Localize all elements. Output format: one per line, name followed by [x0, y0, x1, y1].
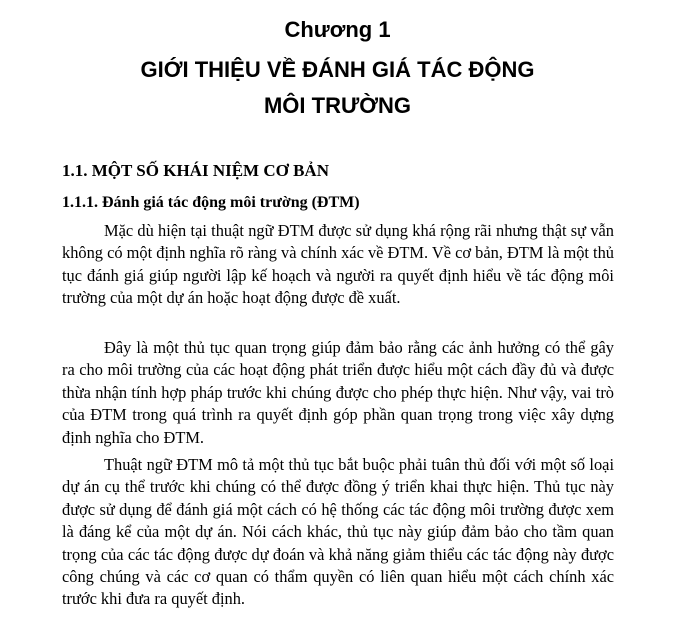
section-heading: 1.1. MỘT SỐ KHÁI NIỆM CƠ BẢN: [62, 161, 329, 180]
subsection-heading: 1.1.1. Đánh giá tác động môi trường (ĐTM): [62, 194, 360, 211]
chapter-title-line-2: MÔI TRƯỜNG: [263, 93, 411, 118]
body-paragraph-3: Thuật ngữ ĐTM mô tả một thủ tục bắt buộc phải tuân thủ đối với một số loại dự án cụ thể trước khi chúng có thể được đồng ý triển khai thực hiện. Thủ tục này được sử dụng để đánh giá một cách có hệ thống các tác động môi trường được xem là đáng kể của một dự án. Nói cách khác, thủ tục này giúp đảm bảo cho tầm quan trọng của các tác động được dự đoán và khả năng giảm thiểu các tác động này được công chúng và các cơ quan có thẩm quyền có liên quan hiểu một cách chính xác trước khi đưa ra quyết định.: [62, 455, 614, 609]
chapter-number: Chương 1: [284, 17, 391, 42]
chapter-title-line-1: GIỚI THIỆU VỀ ĐÁNH GIÁ TÁC ĐỘNG: [140, 57, 535, 82]
body-paragraph-1: Mặc dù hiện tại thuật ngữ ĐTM được sử dụng khá rộng rãi nhưng thật sự vẫn không có một định nghĩa rõ ràng và chính xác về ĐTM. Về cơ bản, ĐTM là một thủ tục đánh giá giúp người lập kế hoạch và người ra quyết định hiểu về tác động môi trường của một dự án hoặc hoạt động được đề xuất.: [62, 221, 614, 308]
body-paragraph-2: Đây là một thủ tục quan trọng giúp đảm bảo rằng các ảnh hưởng có thể gây ra cho môi trường của các hoạt động phát triển được hiểu một cách đầy đủ và được thừa nhận tính hợp pháp trước khi chúng được cho phép thực hiện. Như vậy, vai trò của ĐTM trong quá trình ra quyết định góp phần quan trọng trong việc xây dựng định nghĩa cho ĐTM.: [62, 338, 614, 447]
